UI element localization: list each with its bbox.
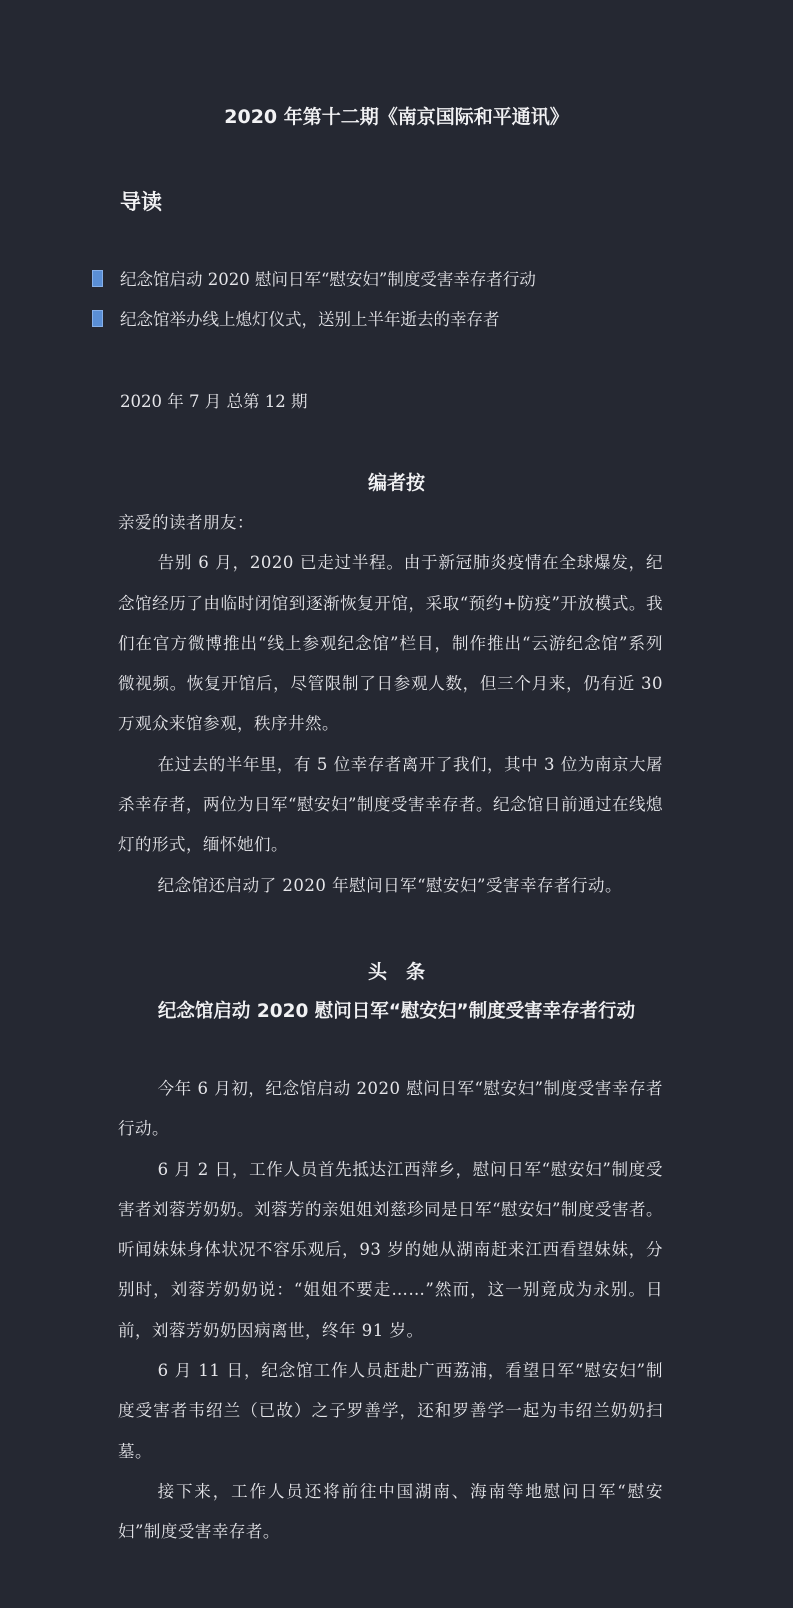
bookmark-marker-icon: [92, 270, 103, 287]
headline-section-label: 头 条: [367, 961, 425, 983]
guide-heading: 导读: [120, 190, 162, 214]
editor-note-greeting: 亲爱的读者朋友：: [118, 513, 254, 532]
headline-title: 纪念馆启动 2020 慰问日军“慰安妇”制度受害幸存者行动: [157, 1001, 636, 1022]
editor-note-paragraph: 纪念馆还启动了 2020 年慰问日军“慰安妇”受害幸存者行动。: [157, 875, 622, 895]
guide-item-1[interactable]: [92, 266, 536, 290]
editor-note-body: [118, 503, 663, 906]
headline-paragraph: 今年 6 月初，纪念馆启动 2020 慰问日军“慰安妇”制度受害幸存者行动。: [118, 1079, 663, 1139]
bookmark-marker-icon: [92, 310, 103, 327]
newsletter-title: 2020 年第十二期《南京国际和平通讯》: [224, 106, 569, 128]
headline-paragraph: 6 月 2 日，工作人员首先抵达江西萍乡，慰问日军“慰安妇”制度受害者刘蓉芳奶奶。刘蓉芳的亲姐姐刘慈珍同是日军“慰安妇”制度受害者。听闻妹妹身体状况不容乐观后，93 岁的她从湖南赶来江西看望妹妹，分别时，刘蓉芳奶奶说：“姐姐不要走……”然而，这一别竟成为永别。日前，刘蓉芳奶奶因病离世，终年 91 岁。: [118, 1159, 663, 1340]
guide-item-2[interactable]: [92, 306, 500, 330]
editor-note-paragraph: 在过去的半年里，有 5 位幸存者离开了我们，其中 3 位为南京大屠杀幸存者，两位为日军“慰安妇”制度受害幸存者。纪念馆日前通过在线熄灯的形式，缅怀她们。: [118, 754, 663, 855]
editor-note-heading: 编者按: [367, 472, 425, 494]
guide-item-label: 纪念馆启动 2020 慰问日军“慰安妇”制度受害幸存者行动: [120, 270, 536, 289]
headline-paragraph: 6 月 11 日，纪念馆工作人员赶赴广西荔浦，看望日军“慰安妇”制度受害者韦绍兰（已故）之子罗善学，还和罗善学一起为韦绍兰奶奶扫墓。: [118, 1361, 663, 1461]
editor-note-paragraph: 告别 6 月，2020 已走过半程。由于新冠肺炎疫情在全球爆发，纪念馆经历了由临时闭馆到逐渐恢复开馆，采取“预约+防疫”开放模式。我们在官方微博推出“线上参观纪念馆”栏目，制作推出“云游纪念馆”系列微视频。恢复开馆后，尽管限制了日参观人数，但三个月来，仍有近 30 万观众来馆参观，秩序井然。: [118, 553, 663, 734]
headline-body: [118, 1069, 663, 1553]
issue-info: 2020 年 7 月 总第 12 期: [120, 392, 308, 411]
headline-paragraph: 接下来，工作人员还将前往中国湖南、海南等地慰问日军“慰安妇”制度受害幸存者。: [118, 1481, 663, 1542]
guide-item-label: 纪念馆举办线上熄灯仪式，送别上半年逝去的幸存者: [120, 310, 500, 329]
